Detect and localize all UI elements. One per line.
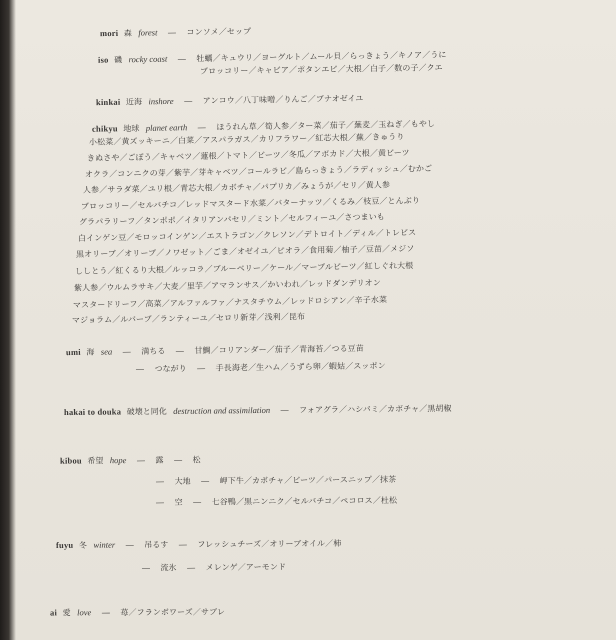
course-dash: — xyxy=(197,122,206,133)
course-chikyu-line xyxy=(85,163,432,181)
course-ingredients: 黒オリーブ／オリーブ／ノワゼット／ごま／オゼイユ／ピオラ／食用菊／柚子／豆苗／メジソ xyxy=(75,244,415,259)
course-ingredients: 牡蠣／キュウリ／ヨーグルト／ムール貝／らっきょう／キノア／うに xyxy=(196,50,447,64)
course-kinkai xyxy=(96,92,364,109)
course-ingredients: ブロッコリー／キャビア／ポタンエビ／大根／白子／数の子／クエ xyxy=(199,63,443,76)
course-name-en: kibou xyxy=(59,455,82,466)
course-hakai xyxy=(64,402,452,419)
course-ingredients: フォアグラ／ハシバミ／カボチャ／黒胡椒 xyxy=(299,403,452,415)
sub-course-name: 吊るす xyxy=(144,540,169,550)
course-fuyu-sub xyxy=(142,561,286,574)
course-name-jp: 森 xyxy=(123,28,132,38)
course-gloss: forest xyxy=(138,27,158,38)
sub-course-dash: — xyxy=(155,476,165,487)
course-fuyu xyxy=(56,537,341,552)
course-ingredients: 苺／フランボワーズ／サブレ xyxy=(120,607,225,618)
course-name-en: mori xyxy=(99,27,119,39)
sub-course-name: 流氷 xyxy=(160,563,177,573)
course-name-en: kinkai xyxy=(95,96,121,108)
course-name-jp: 磯 xyxy=(114,55,123,65)
course-kibou-sub xyxy=(156,474,396,488)
course-ingredients: メレンゲ／アーモンド xyxy=(205,562,287,573)
sub-course-dash: — xyxy=(135,364,145,374)
sub-course-name: 空 xyxy=(174,497,183,507)
course-ingredients: コンソメ／セップ xyxy=(186,26,252,37)
sub-course-name: 満ちる xyxy=(141,346,166,357)
course-ingredients: 人参／サラダ菜／ユリ根／青芯大根／カボチャ／パプリカ／みょうが／セリ／黄人参 xyxy=(82,180,391,195)
course-dash: — xyxy=(177,54,186,64)
course-chikyu-line xyxy=(83,179,390,196)
course-gloss: planet earth xyxy=(145,122,188,133)
sub-course-dash: — xyxy=(197,363,206,373)
course-iso-cont xyxy=(200,62,443,78)
course-dash: — xyxy=(122,347,131,357)
course-chikyu-line xyxy=(79,211,385,228)
course-gloss: sea xyxy=(100,346,113,357)
sub-course-dash: — xyxy=(201,476,210,486)
course-ingredients: きぬさや／ごぼう／キャベツ／蓮根／トマト／ビーツ／冬瓜／アボカド／大根／黄ビーツ xyxy=(86,148,410,163)
sub-course-dash: — xyxy=(155,497,165,508)
sub-course-dash: — xyxy=(178,540,187,550)
course-ingredients: アンコウ／八丁味噌／りんご／ブナオゼイユ xyxy=(202,93,364,106)
course-ingredients: ほうれん草／筍人参／ター菜／茄子／蕪麦／玉ねぎ／もやし xyxy=(216,119,436,132)
course-mori xyxy=(100,25,251,40)
course-name-en: ai xyxy=(49,607,58,618)
course-name-jp: 破壊と同化 xyxy=(126,406,167,417)
course-ingredients: 紫人参／ウルムラサキ／大麦／里芋／アマランサス／かいわれ／レッドダンデリオン xyxy=(73,278,381,293)
course-dash: — xyxy=(125,540,134,550)
course-chikyu-line xyxy=(73,294,387,311)
course-chikyu-line xyxy=(72,311,305,327)
course-ingredients: 手長海老／生ハム／うずら卵／蝦姑／スッポン xyxy=(215,361,386,373)
course-ingredients: オクラ／コンニクの芽／紫芋／芽キャベツ／コールラビ／島らっきょう／ラディッシュ／むかご xyxy=(84,163,433,180)
course-ai xyxy=(50,606,225,620)
course-ingredients: マスタードリーフ／高菜／アルファルファ／ナスタチウム／レッドロシアン／辛子水菜 xyxy=(72,295,388,310)
course-ingredients: フレッシュチーズ／オリーブオイル／柿 xyxy=(197,539,342,550)
course-name-jp: 近海 xyxy=(125,97,142,107)
course-gloss: hope xyxy=(109,455,127,466)
sub-course-dash: — xyxy=(193,497,202,507)
course-ingredients: 白インゲン豆／モロッコインゲン／エストラゴン／クレソン／デトロイト／ディル／トレビス xyxy=(77,228,417,243)
course-ingredients: マジョラム／ルバーブ／ランティーユ／セロリ新芽／浅利／昆布 xyxy=(71,312,306,325)
course-umi-sub xyxy=(136,360,386,375)
course-dash: — xyxy=(184,96,193,106)
course-chikyu-line xyxy=(74,277,381,294)
course-ingredients: 松 xyxy=(192,455,201,465)
course-ingredients: ブロッコリー／セルバチコ／レッドマスタード水菜／バターナッツ／くるみ／枝豆／とんぶり xyxy=(80,196,420,211)
sub-course-dash: — xyxy=(175,346,184,356)
course-kibou-sub xyxy=(156,495,397,509)
course-chikyu-line xyxy=(75,260,414,278)
course-gloss: destruction and assimilation xyxy=(173,404,271,416)
course-name-jp: 愛 xyxy=(62,608,71,618)
course-dash: — xyxy=(101,608,110,618)
sub-course-name: つながり xyxy=(154,364,187,374)
course-ingredients: ししとう／紅くるり大根／ルッコラ／ブルーベリー／ケール／マーブルビーツ／紅しぐれ大根 xyxy=(74,261,414,276)
course-name-jp: 冬 xyxy=(78,540,87,550)
sub-course-dash: — xyxy=(174,455,183,465)
course-name-jp: 希望 xyxy=(87,456,104,466)
course-gloss: inshore xyxy=(148,95,174,107)
course-kibou xyxy=(60,453,201,467)
course-dash: — xyxy=(167,27,177,38)
course-gloss: love xyxy=(77,607,92,618)
sub-course-name: 露 xyxy=(155,455,164,465)
course-chikyu-line xyxy=(78,227,416,245)
course-gloss: winter xyxy=(93,539,116,550)
sub-course-name: 大地 xyxy=(174,476,191,486)
course-ingredients: 甘鯛／コリアンダー／茄子／青海苔／つる豆苗 xyxy=(194,343,364,356)
course-name-jp: 地球 xyxy=(123,123,140,134)
course-dash: — xyxy=(136,455,146,465)
course-chikyu-line xyxy=(87,147,410,165)
course-ingredients: 岬下牛／カボチャ／ビーツ／パースニップ／抹茶 xyxy=(219,474,397,486)
course-ingredients: グラパラリーフ／タンポポ／イタリアンパセリ／ミント／セルフィーユ／さつまいも xyxy=(78,212,385,227)
course-gloss: rocky coast xyxy=(128,53,168,65)
course-chikyu-line xyxy=(76,243,415,261)
course-name-en: iso xyxy=(97,54,109,65)
sub-course-dash: — xyxy=(187,563,196,573)
sub-course-dash: — xyxy=(141,563,151,573)
course-ingredients: 小松菜／黄ズッキーニ／白菜／アスパラガス／カリフラワー／紅芯大根／蕪／きゅうり xyxy=(88,132,405,147)
course-ingredients: 七谷鴨／黒ニンニク／セルバチコ／ペコロス／杜松 xyxy=(211,495,398,507)
course-name-en: fuyu xyxy=(55,539,74,550)
course-chikyu-line xyxy=(81,195,420,213)
course-name-en: chikyu xyxy=(91,123,118,134)
course-name-en: umi xyxy=(65,346,81,358)
course-name-jp: 海 xyxy=(86,347,95,357)
course-name-en: hakai to douka xyxy=(63,406,122,418)
course-dash: — xyxy=(280,405,289,415)
course-umi xyxy=(66,342,364,359)
